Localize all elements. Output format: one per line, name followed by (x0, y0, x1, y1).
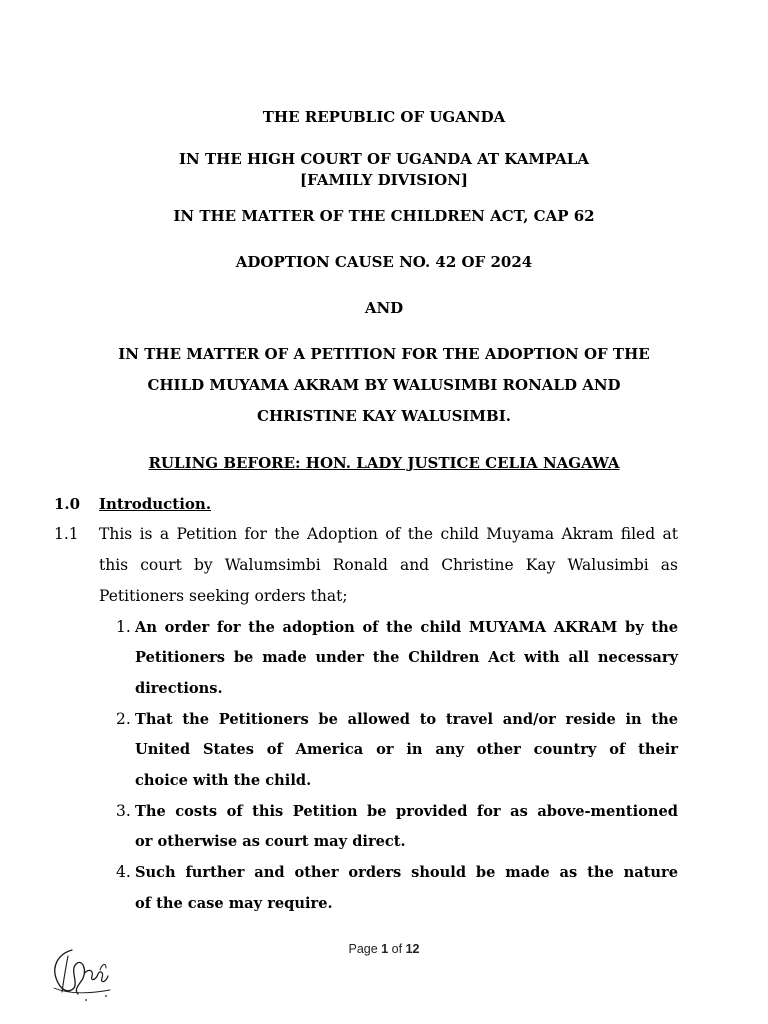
order-4-line-1: Such further and other orders should be made as the nature (135, 864, 678, 881)
order-3-number: 3. (116, 802, 131, 820)
order-2-number: 2. (116, 710, 131, 728)
order-3-line-1: The costs of this Petition be provided for as above-mentioned (135, 803, 678, 820)
republic-heading: THE REPUBLIC OF UGANDA (262, 108, 506, 126)
order-1-line-2: Petitioners be made under the Children Act with all necessary (135, 649, 678, 666)
petition-line-2: CHILD MUYAMA AKRAM BY WALUSIMBI RONALD AND (147, 376, 621, 394)
order-3-line-2: or otherwise as court may direct. (135, 833, 406, 850)
order-2-line-1: That the Petitioners be allowed to travel and/or reside in the (135, 711, 678, 728)
division-heading: [FAMILY DIVISION] (299, 171, 469, 189)
order-4-line-2: of the case may require. (135, 895, 333, 912)
order-1-line-1: An order for the adoption of the child MUYAMA AKRAM by the (135, 619, 678, 636)
order-2-line-3: choice with the child. (135, 772, 312, 789)
matter-act-heading: IN THE MATTER OF THE CHILDREN ACT, CAP 62 (173, 207, 595, 225)
paragraph-line-2: this court by Walumsimbi Ronald and Christine Kay Walusimbi as (99, 556, 678, 574)
paragraph-line-1: This is a Petition for the Adoption of the child Muyama Akram filed at (99, 525, 678, 543)
page-current: 1 (381, 942, 389, 956)
section-title: Introduction. (99, 495, 212, 513)
order-1-line-3: directions. (135, 680, 223, 697)
ruling-heading: RULING BEFORE: HON. LADY JUSTICE CELIA NAGAWA (148, 454, 620, 472)
petition-line-3: CHRISTINE KAY WALUSIMBI. (257, 407, 511, 425)
section-number: 1.0 (54, 495, 81, 513)
page-of: of (391, 942, 403, 956)
order-1-number: 1. (116, 618, 131, 636)
court-heading: IN THE HIGH COURT OF UGANDA AT KAMPALA (179, 150, 589, 168)
paragraph-number: 1.1 (54, 525, 79, 543)
petition-line-1: IN THE MATTER OF A PETITION FOR THE ADOPTION OF THE (118, 345, 650, 363)
page-word: Page (348, 942, 378, 956)
signature-initials (48, 944, 120, 1004)
order-4-number: 4. (116, 863, 131, 881)
page-total: 12 (405, 942, 420, 956)
and-heading: AND (364, 299, 404, 317)
order-2-line-2: United States of America or in any other country of their (135, 741, 678, 758)
cause-number: ADOPTION CAUSE NO. 42 OF 2024 (235, 253, 533, 271)
paragraph-line-3: Petitioners seeking orders that; (99, 587, 348, 605)
